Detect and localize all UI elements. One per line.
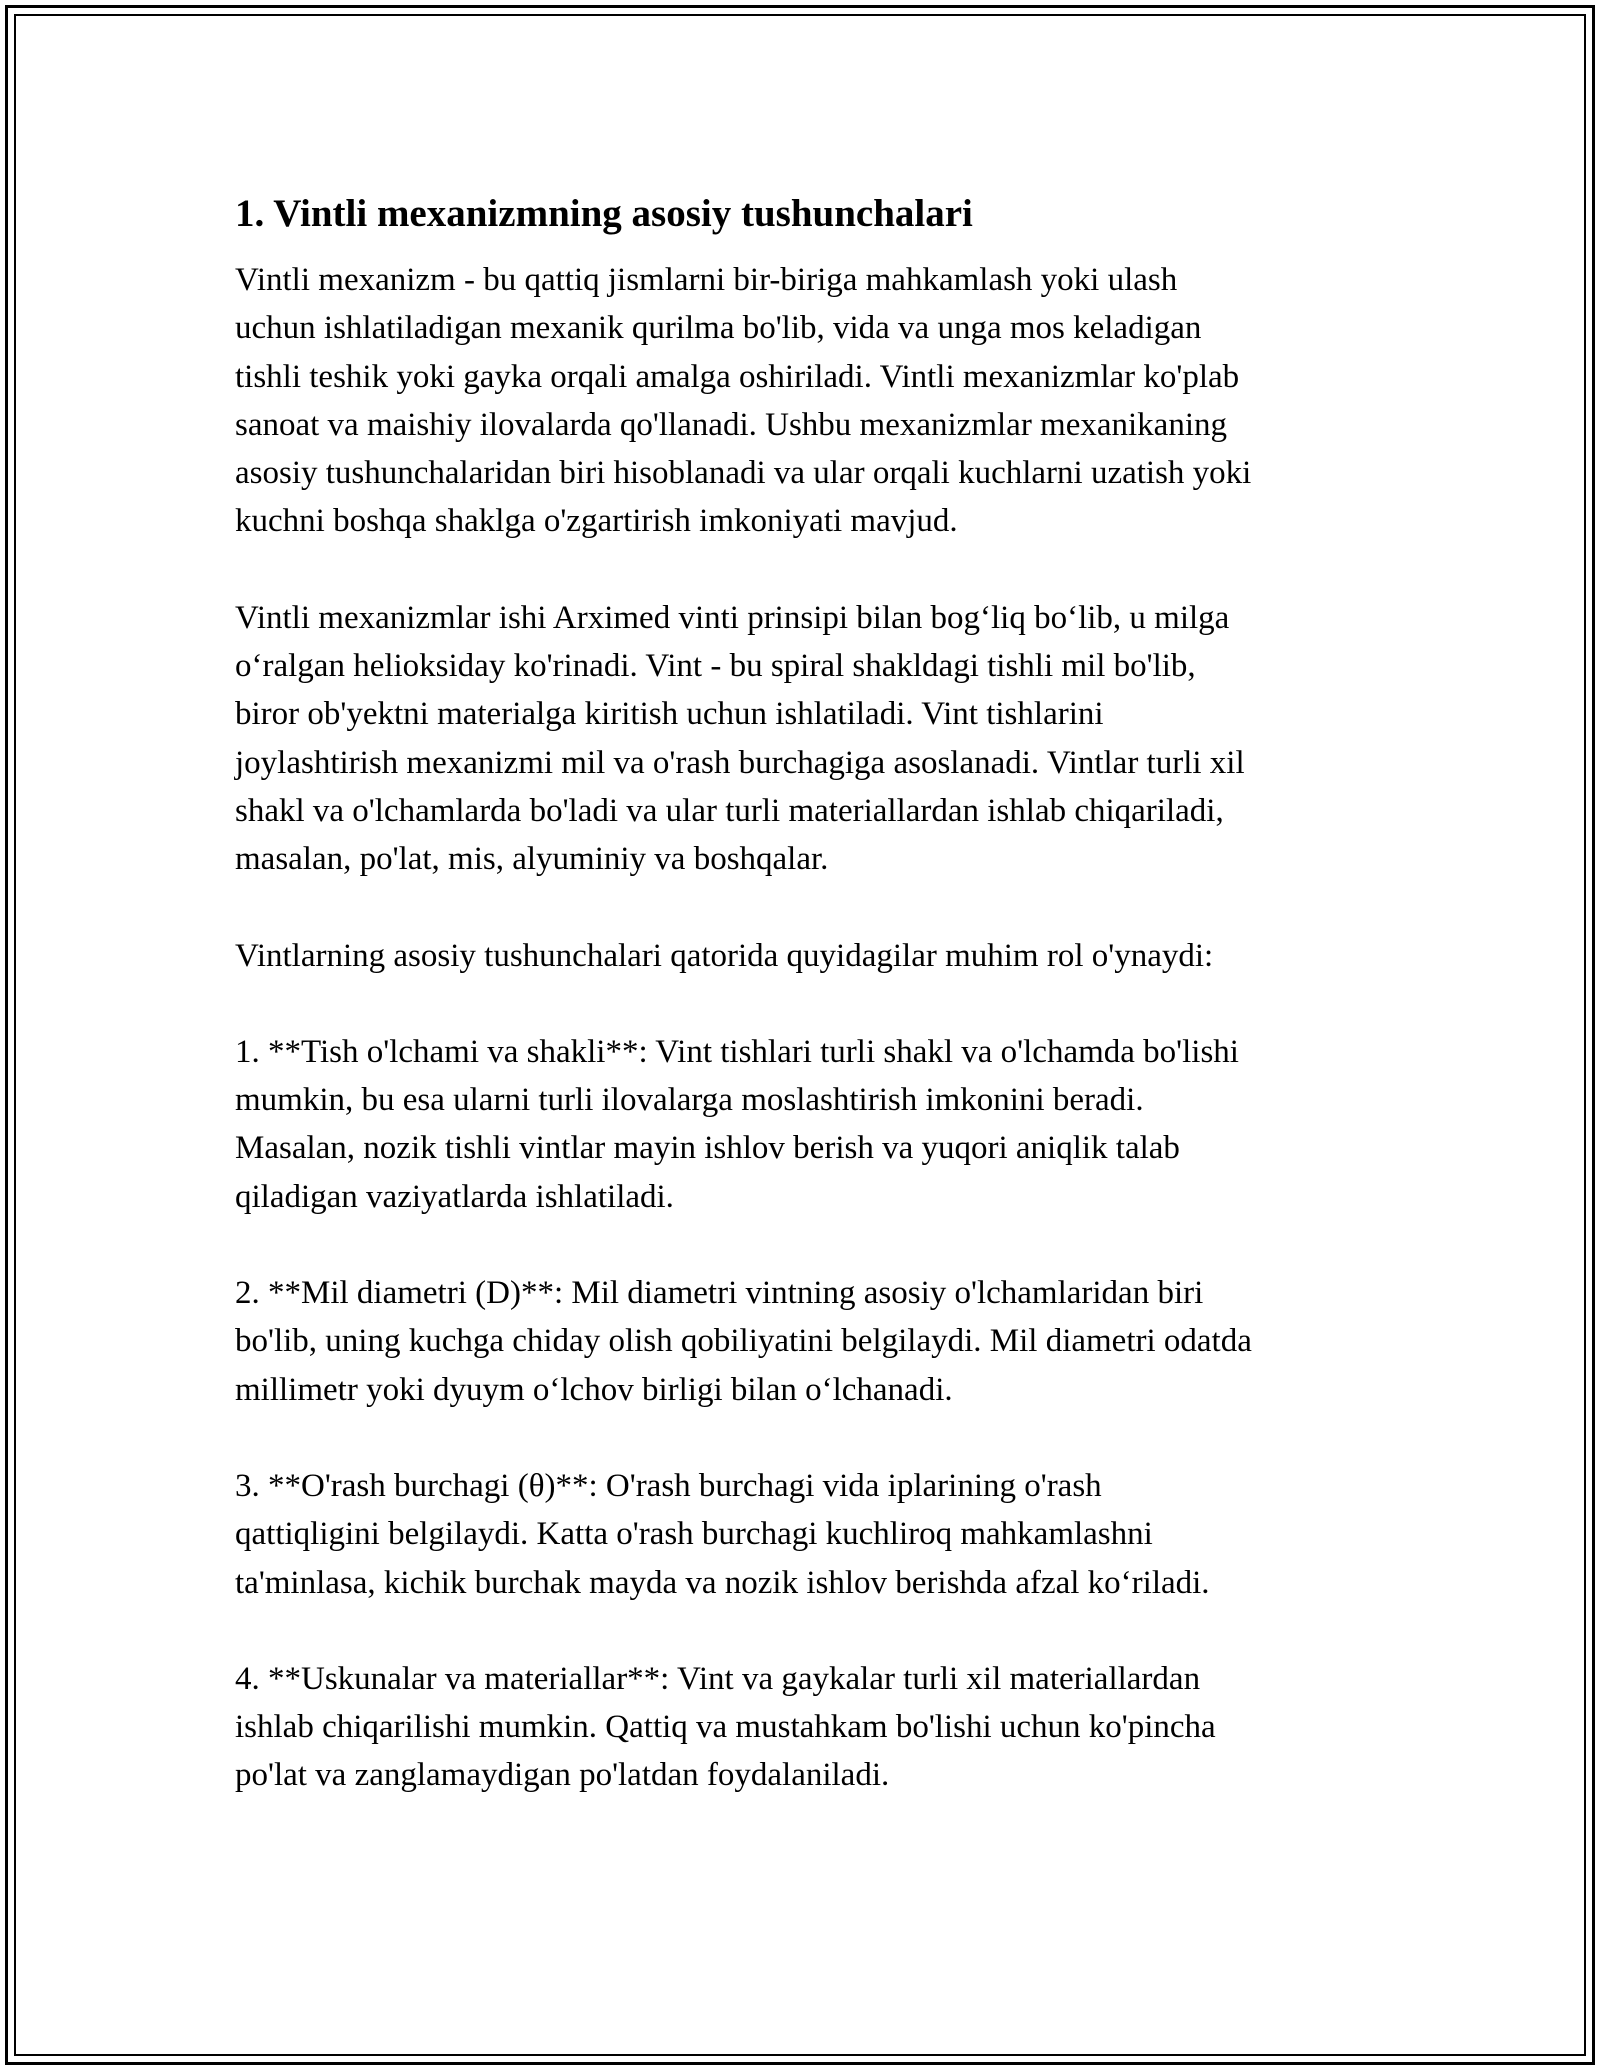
section-heading: 1. Vintli mexanizmning asosiy tushunchalari xyxy=(235,192,973,235)
list-item-thread-size: 1. **Tish o'lchami va shakli**: Vint tishlari turli shakl va o'lchamda bo'lishi mumkin, bu esa ularni turli ilovalarga moslashtirish imkonini beradi. Masalan, nozik tishli vintlar mayin ishlov berish va yuqori aniqlik talab qiladigan vaziyatlarda ishlatiladi. xyxy=(235,1033,1239,1215)
paragraph-list-intro: Vintlarning asosiy tushunchalari qatorida quyidagilar muhim rol o'ynaydi: xyxy=(235,937,1214,974)
document-body xyxy=(235,186,1375,1848)
paragraph-intro: Vintli mexanizm - bu qattiq jismlarni bir-biriga mahkamlash yoki ulash uchun ishlatiladigan mexanik qurilma bo'lib, vida va unga mos keladigan tishli teshik yoki gayka orqali amalga oshiriladi. Vintli mexanizmlar ko'plab sanoat va maishiy ilovalarda qo'llanadi. Ushbu mexanizmlar mexanikaning asosiy tushunchalaridan biri hisoblanadi va ular orqali kuchlarni uzatish yoki kuchni boshqa shaklga o'zgartirish imkoniyati mavjud. xyxy=(235,262,1252,540)
paragraph-archimedes: Vintli mexanizmlar ishi Arximed vinti prinsipi bilan bog‘liq bo‘lib, u milga o‘ralgan helioksiday ko'rinadi. Vint - bu spiral shakldagi tishli mil bo'lib, biror ob'yektni materialga kiritish uchun ishlatiladi. Vint tishlarini joylashtirish mexanizmi mil va o'rash burchagiga asoslanadi. Vintlar turli xil shakl va o'lchamlarda bo'ladi va ular turli materiallardan ishlab chiqariladi, masalan, po'lat, mis, alyuminiy va boshqalar. xyxy=(235,599,1245,878)
list-item-wrap-angle: 3. **O'rash burchagi (θ)**: O'rash burchagi vida iplarining o'rash qattiqligini belgilaydi. Katta o'rash burchagi kuchliroq mahkamlashni ta'minlasa, kichik burchak mayda va nozik ishlov berishda afzal ko‘riladi. xyxy=(235,1467,1210,1601)
list-item-materials: 4. **Uskunalar va materiallar**: Vint va gaykalar turli xil materiallardan ishlab chiqarilishi mumkin. Qattiq va mustahkam bo'lishi uchun ko'pincha po'lat va zanglamaydigan po'latdan foydalaniladi. xyxy=(235,1660,1216,1794)
list-item-shaft-diameter: 2. **Mil diametri (D)**: Mil diametri vintning asosiy o'lchamlaridan biri bo'lib, uning kuchga chiday olish qobiliyatini belgilaydi. Mil diametri odatda millimetr yoki dyuym o‘lchov birligi bilan o‘lchanadi. xyxy=(235,1275,1252,1408)
